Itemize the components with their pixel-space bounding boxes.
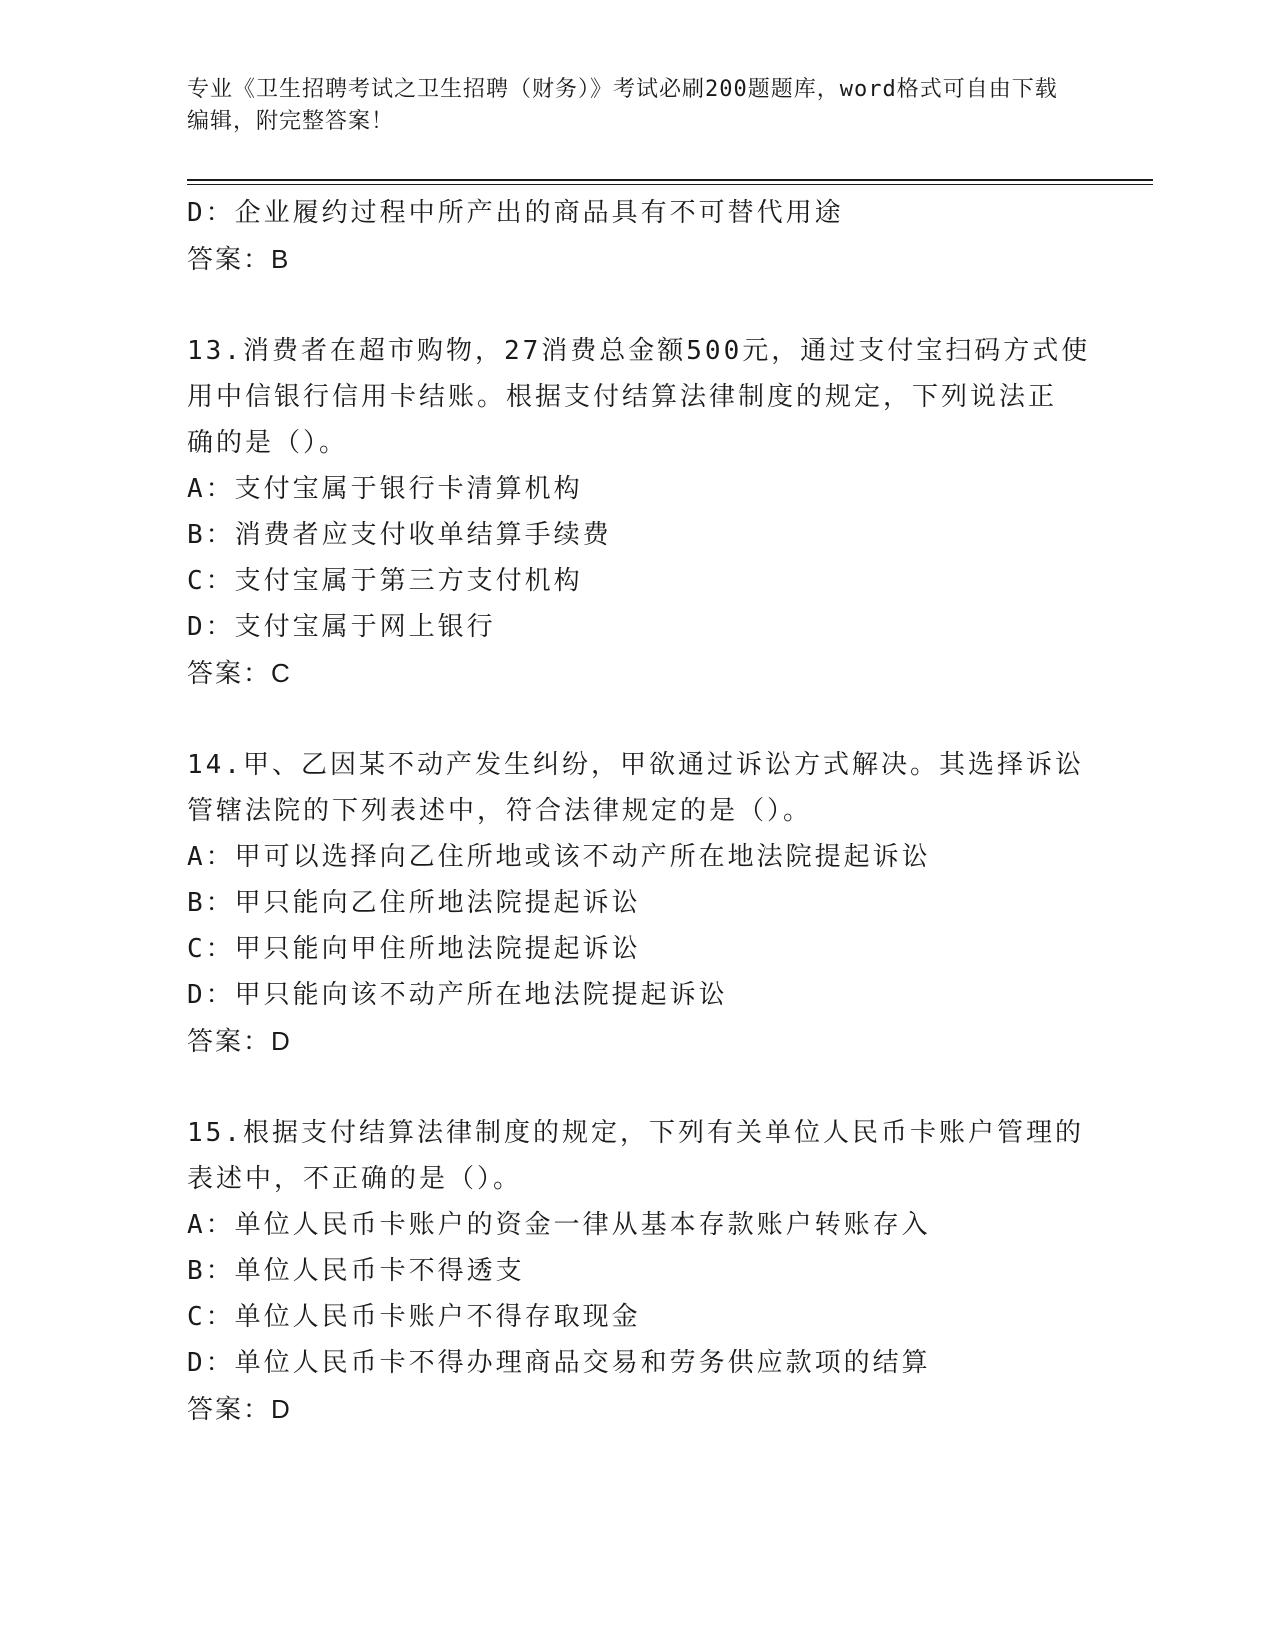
option-d: D：支付宝属于网上银行: [187, 612, 496, 642]
question-14: [187, 742, 1087, 1064]
question-13: [187, 328, 1091, 696]
option-d: D：甲只能向该不动产所在地法院提起诉讼: [187, 980, 728, 1010]
question-stem-line: 用中信银行信用卡结账。根据支付结算法律制度的规定，下列说法正: [187, 382, 1058, 412]
option-c: C：支付宝属于第三方支付机构: [187, 566, 583, 596]
spacer: [187, 696, 1087, 742]
option-a: A：单位人民币卡账户的资金一律从基本存款账户转账存入: [187, 1210, 931, 1240]
answer: 答案：D: [187, 1026, 292, 1056]
option-a: A：甲可以选择向乙住所地或该不动产所在地法院提起诉讼: [187, 842, 931, 872]
answer: 答案：D: [187, 1394, 292, 1424]
question-stem-line: 13.消费者在超市购物，27消费总金额500元，通过支付宝扫码方式使: [187, 336, 1091, 366]
option-b: B：甲只能向乙住所地法院提起诉讼: [187, 888, 641, 918]
question-stem-line: 确的是（）。: [187, 428, 349, 458]
spacer: [187, 1064, 1087, 1110]
header-divider-thin: [187, 184, 1153, 185]
question-content: [187, 190, 1091, 1432]
carryover-answer: 答案：B: [187, 244, 291, 274]
question-stem-line: 14.甲、乙因某不动产发生纠纷，甲欲通过诉讼方式解决。其选择诉讼: [187, 750, 1084, 780]
answer: 答案：C: [187, 658, 292, 688]
question-15: [187, 1110, 1087, 1432]
option-c: C：甲只能向甲住所地法院提起诉讼: [187, 934, 641, 964]
option-c: C：单位人民币卡账户不得存取现金: [187, 1302, 641, 1332]
carryover-option-d: D：企业履约过程中所产出的商品具有不可替代用途: [187, 198, 844, 228]
spacer: [187, 282, 1087, 328]
question-stem-line: 管辖法院的下列表述中，符合法律规定的是（）。: [187, 796, 813, 826]
header-divider-thick: [187, 179, 1153, 181]
document-header: 专业《卫生招聘考试之卫生招聘（财务）》考试必刷200题题库，word格式可自由下载编辑，附完整答案！: [187, 77, 1058, 134]
option-b: B：单位人民币卡不得透支: [187, 1256, 525, 1286]
option-d: D：单位人民币卡不得办理商品交易和劳务供应款项的结算: [187, 1348, 931, 1378]
question-stem-line: 表述中，不正确的是（）。: [187, 1164, 523, 1194]
question-stem-line: 15.根据支付结算法律制度的规定，下列有关单位人民币卡账户管理的: [187, 1118, 1084, 1148]
option-a: A：支付宝属于银行卡清算机构: [187, 474, 583, 504]
option-b: B：消费者应支付收单结算手续费: [187, 520, 612, 550]
